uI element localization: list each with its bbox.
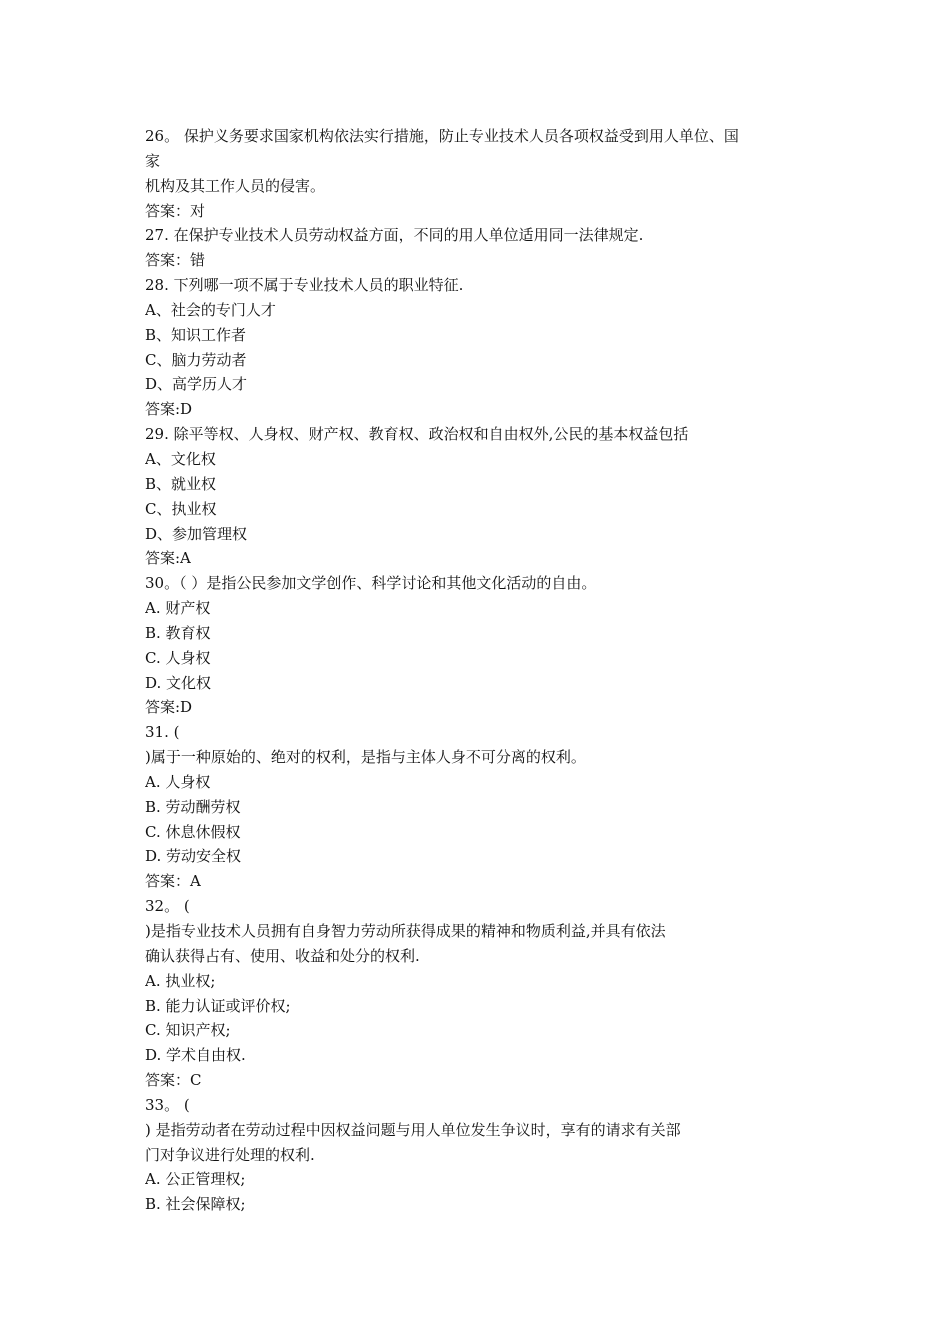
question-line: )属于一种原始的、绝对的权利，是指与主体人身不可分离的权利。 xyxy=(145,748,586,767)
question-line: ) 是指劳动者在劳动过程中因权益问题与用人单位发生争议时，享有的请求有关部 xyxy=(145,1120,681,1139)
option-line: C、执业权 xyxy=(145,499,217,518)
answer-line: 答案:A xyxy=(145,549,191,568)
answer-line: 答案：对 xyxy=(145,201,206,220)
option-line: D、高学历人才 xyxy=(145,375,248,394)
option-line: B. 能力认证或评价权; xyxy=(145,996,291,1015)
question-line: 门对争议进行处理的权利. xyxy=(145,1145,315,1164)
option-line: A、社会的专门人才 xyxy=(145,300,276,319)
answer-line: 答案：C xyxy=(145,1071,202,1090)
option-line: B、就业权 xyxy=(145,474,217,493)
question-line: 27. 在保护专业技术人员劳动权益方面，不同的用人单位适用同一法律规定. xyxy=(145,226,644,245)
option-line: C. 人身权 xyxy=(145,648,211,667)
question-line: 33。 ( xyxy=(145,1095,190,1114)
option-line: A. 财产权 xyxy=(145,599,211,618)
question-line: 30。（ ）是指公民参加文学创作、科学讨论和其他文化活动的自由。 xyxy=(145,574,597,593)
option-line: A. 执业权; xyxy=(145,971,216,990)
option-line: C. 休息休假权 xyxy=(145,822,241,841)
option-line: B、知识工作者 xyxy=(145,325,247,344)
question-line: 32。 ( xyxy=(145,897,190,916)
text-line: 机构及其工作人员的侵害。 xyxy=(145,176,326,195)
option-line: D、参加管理权 xyxy=(145,524,248,543)
answer-line: 答案:D xyxy=(145,698,193,717)
text-line: 家 xyxy=(145,151,161,170)
option-line: A. 公正管理权; xyxy=(145,1170,246,1189)
option-line: A、文化权 xyxy=(145,449,216,468)
option-line: D. 文化权 xyxy=(145,673,212,692)
question-line: 28. 下列哪一项不属于专业技术人员的职业特征. xyxy=(145,276,464,295)
option-line: C. 知识产权; xyxy=(145,1021,231,1040)
answer-line: 答案：A xyxy=(145,872,201,891)
question-line: 确认获得占有、使用、收益和处分的权利. xyxy=(145,946,420,965)
question-line: 29. 除平等权、人身权、财产权、教育权、政治权和自由权外,公民的基本权益包括 xyxy=(145,425,689,444)
option-line: A. 人身权 xyxy=(145,772,211,791)
option-line: B. 劳动酬劳权 xyxy=(145,797,241,816)
option-line: B. 教育权 xyxy=(145,623,211,642)
option-line: D. 劳动安全权 xyxy=(145,847,242,866)
option-line: B. 社会保障权; xyxy=(145,1195,246,1214)
question-line: 31. ( xyxy=(145,723,180,742)
option-line: D. 学术自由权. xyxy=(145,1046,246,1065)
option-line: C、脑力劳动者 xyxy=(145,350,247,369)
answer-line: 答案：错 xyxy=(145,251,206,270)
answer-line: 答案:D xyxy=(145,400,193,419)
document-body xyxy=(145,124,825,1217)
question-line: )是指专业技术人员拥有自身智力劳动所获得成果的精神和物质利益,并具有依法 xyxy=(145,922,666,940)
text-line: 26。 保护义务要求国家机构依法实行措施，防止专业技术人员各项权益受到用人单位、国 xyxy=(145,127,739,145)
